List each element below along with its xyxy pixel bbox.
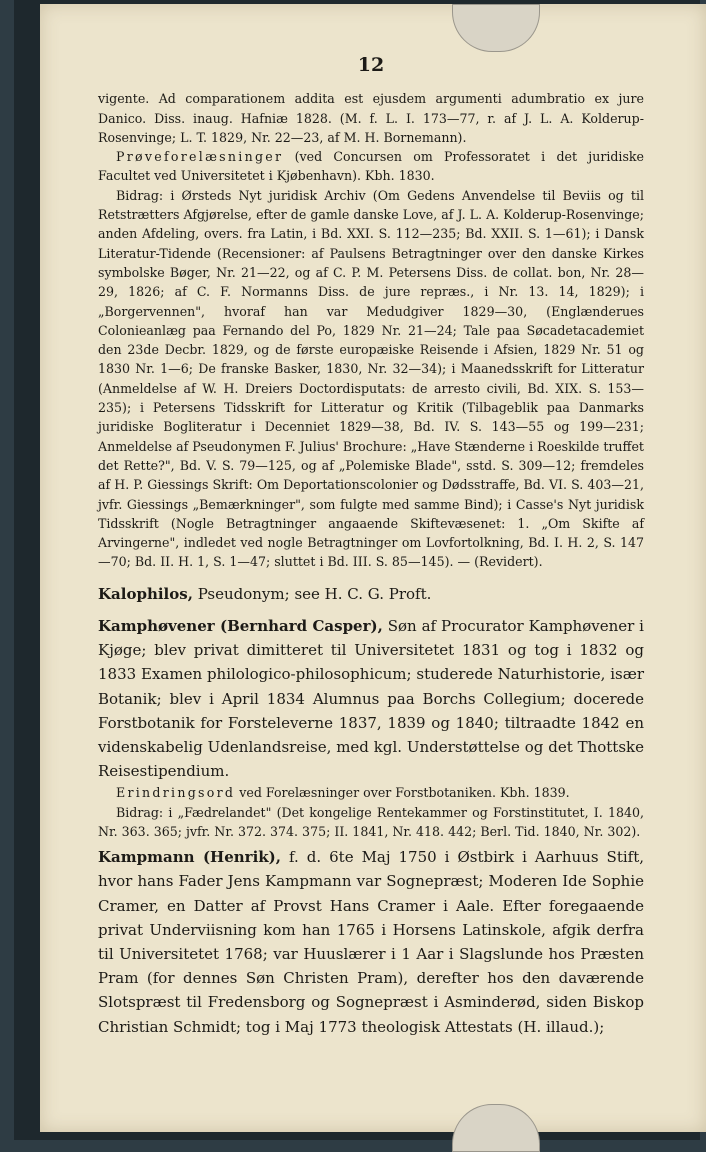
paragraph-erindringsord bbox=[98, 783, 644, 802]
page-text bbox=[98, 40, 644, 1039]
page-number: 12 bbox=[357, 54, 385, 76]
entry-kampmann bbox=[98, 845, 644, 1039]
paragraph-vigente: vigente. Ad comparationem addita est ejusdem argumenti adumbratio ex jure Danico. Diss. inaug. Hafniæ 1828. (M. f. L. I. 173—77, r. af J. L. A. Kolderup-Rosenvinge; L. T. 1829, Nr. 22—23, af M. H. Bornemann). bbox=[98, 91, 644, 145]
work-details: ved Forelæsninger over Forstbotaniken. Kbh. 1839. bbox=[239, 785, 570, 801]
entry-name: Kalophilos, bbox=[98, 584, 193, 603]
entry-name: Kamphøvener (Bernhard Casper), bbox=[98, 616, 383, 635]
entry-text: Søn af Procurator Kamphøvener i Kjøge; blev privat dimitteret til Universitetet 1831 og tog i 1832 og 1833 Examen philologico-philosophicum; studerede Naturhistorie, især Botanik; blev i April 1834 Alumnus paa Borchs Collegium; docerede Forstbotanik for Forsteleverne 1837, 1839 og 1840; tiltraadte 1842 en videnskabelig Udenlandsreise, med kgl. Understøttelse og det Thottske Reisestipendium. bbox=[98, 616, 644, 781]
entry-text: Pseudonym; see H. C. G. Proft. bbox=[197, 584, 432, 603]
entry-name: Kampmann (Henrik), bbox=[98, 848, 281, 867]
paragraph-faedrelandet: Bidrag: i „Fædrelandet" (Det kongelige Rentekammer og Forstinstitutet, I. 1840, Nr. 363. 365; jvfr. Nr. 372. 374. 375; II. 1841, Nr. 418. 442; Berl. Tid. 1840, Nr. 302). bbox=[98, 804, 644, 839]
work-title: Erindringsord bbox=[116, 785, 236, 801]
work-title: Prøveforelæsninger bbox=[116, 149, 284, 165]
paragraph-bidrag: Bidrag: i Ørsteds Nyt juridisk Archiv (Om Gedens Anvendelse til Beviis og til Retstrætters Afgjørelse, efter de gamle danske Love, af J. L. A. Kolderup-Rosenvinge; anden Afdeling, overs. fra Latin, i Bd. XXI. S. 112—235; Bd. XXII. S. 1—61); i Dansk Literatur-Tidende (Recensioner: af Paulsens Betragtninger over den danske Kirkes symbolske Bøger, Nr. 21—22, og af C. P. M. Petersens Diss. de collat. bon, Nr. 28—29, 1826; af C. F. Normanns Diss. de jure repræs., i Nr. 13. 14, 1829); i „Borgervennen", hvoraf han var Medudgiver 1829—30, (Englænderues Colonieanlæg paa Fernando del Po, 1829 Nr. 21—24; Tale paa Søcadetacademiet den 23de Decbr. 1829, og de første europæiske Reisende i Afsien, 1829 Nr. 51 og 1830 Nr. 1—6; De franske Basker, 1830, Nr. 32—34); i Maanedsskrift for Litteratur (Anmeldelse af W. H. Dreiers Doctordisputats: de arresto civili, Bd. XIX. S. 153—235); i Petersens Tidsskrift for Litteratur og Kritik (Tilbageblik paa Danmarks juridiske Bogliteratur i Decenniet 1829—38, Bd. IV. S. 143—55 og 199—231; Anmeldelse af Pseudonymen F. Julius' Brochure: „Have Stænderne i Roeskilde truffet det Rette?", Bd. V. S. 79—125, og af „Polemiske Blade", sstd. S. 309—12; fremdeles af H. P. Giessings Skrift: Om Deportationscolonier og Dødsstraffe, Bd. VI. S. 403—21, jvfr. Giessings „Bemærkninger", som fulgte med samme Bind); i Casse's Nyt juridisk Tidsskrift (Nogle Betragtninger angaaende Skiftevæsenet: 1. „Om Skifte af Arvingerne", indledet ved nogle Betragtninger om Lovfortolkning, Bd. I. H. 2, S. 147—70; Bd. II. H. 1, S. 1—47; sluttet i Bd. III. S. 85—145). — (Revidert). bbox=[98, 187, 644, 570]
entry-text: f. d. 6te Maj 1750 i Østbirk i Aarhuus Stift, hvor hans Fader Jens Kampmann var Sognepræst; Moderen Ide Sophie Cramer, en Datter af Provst Hans Cramer i Aale. Efter foregaaende privat Underviisning kom han 1765 i Horsens Latinskole, afgik derfra til Universitetet 1768; var Huuslærer i 1 Aar i Slagslunde hos Præsten Pram (for dennes Søn Christen Pram), derefter hos den daværende Slotspræst til Fredensborg og Sognepræst i Asminderød, siden Biskop Christian Schmidt; tog i Maj 1773 theologisk Attestats (H. illaud.); bbox=[98, 848, 644, 1036]
paragraph-proveforelaesninger bbox=[98, 147, 644, 186]
work-details: (ved Concursen om Professoratet i det juridiske Facultet ved Universitetet i Kjøbenhavn). Kbh. 1830. bbox=[98, 149, 644, 184]
entry-kamphovener bbox=[98, 614, 644, 783]
entry-kalophilos bbox=[98, 582, 644, 606]
